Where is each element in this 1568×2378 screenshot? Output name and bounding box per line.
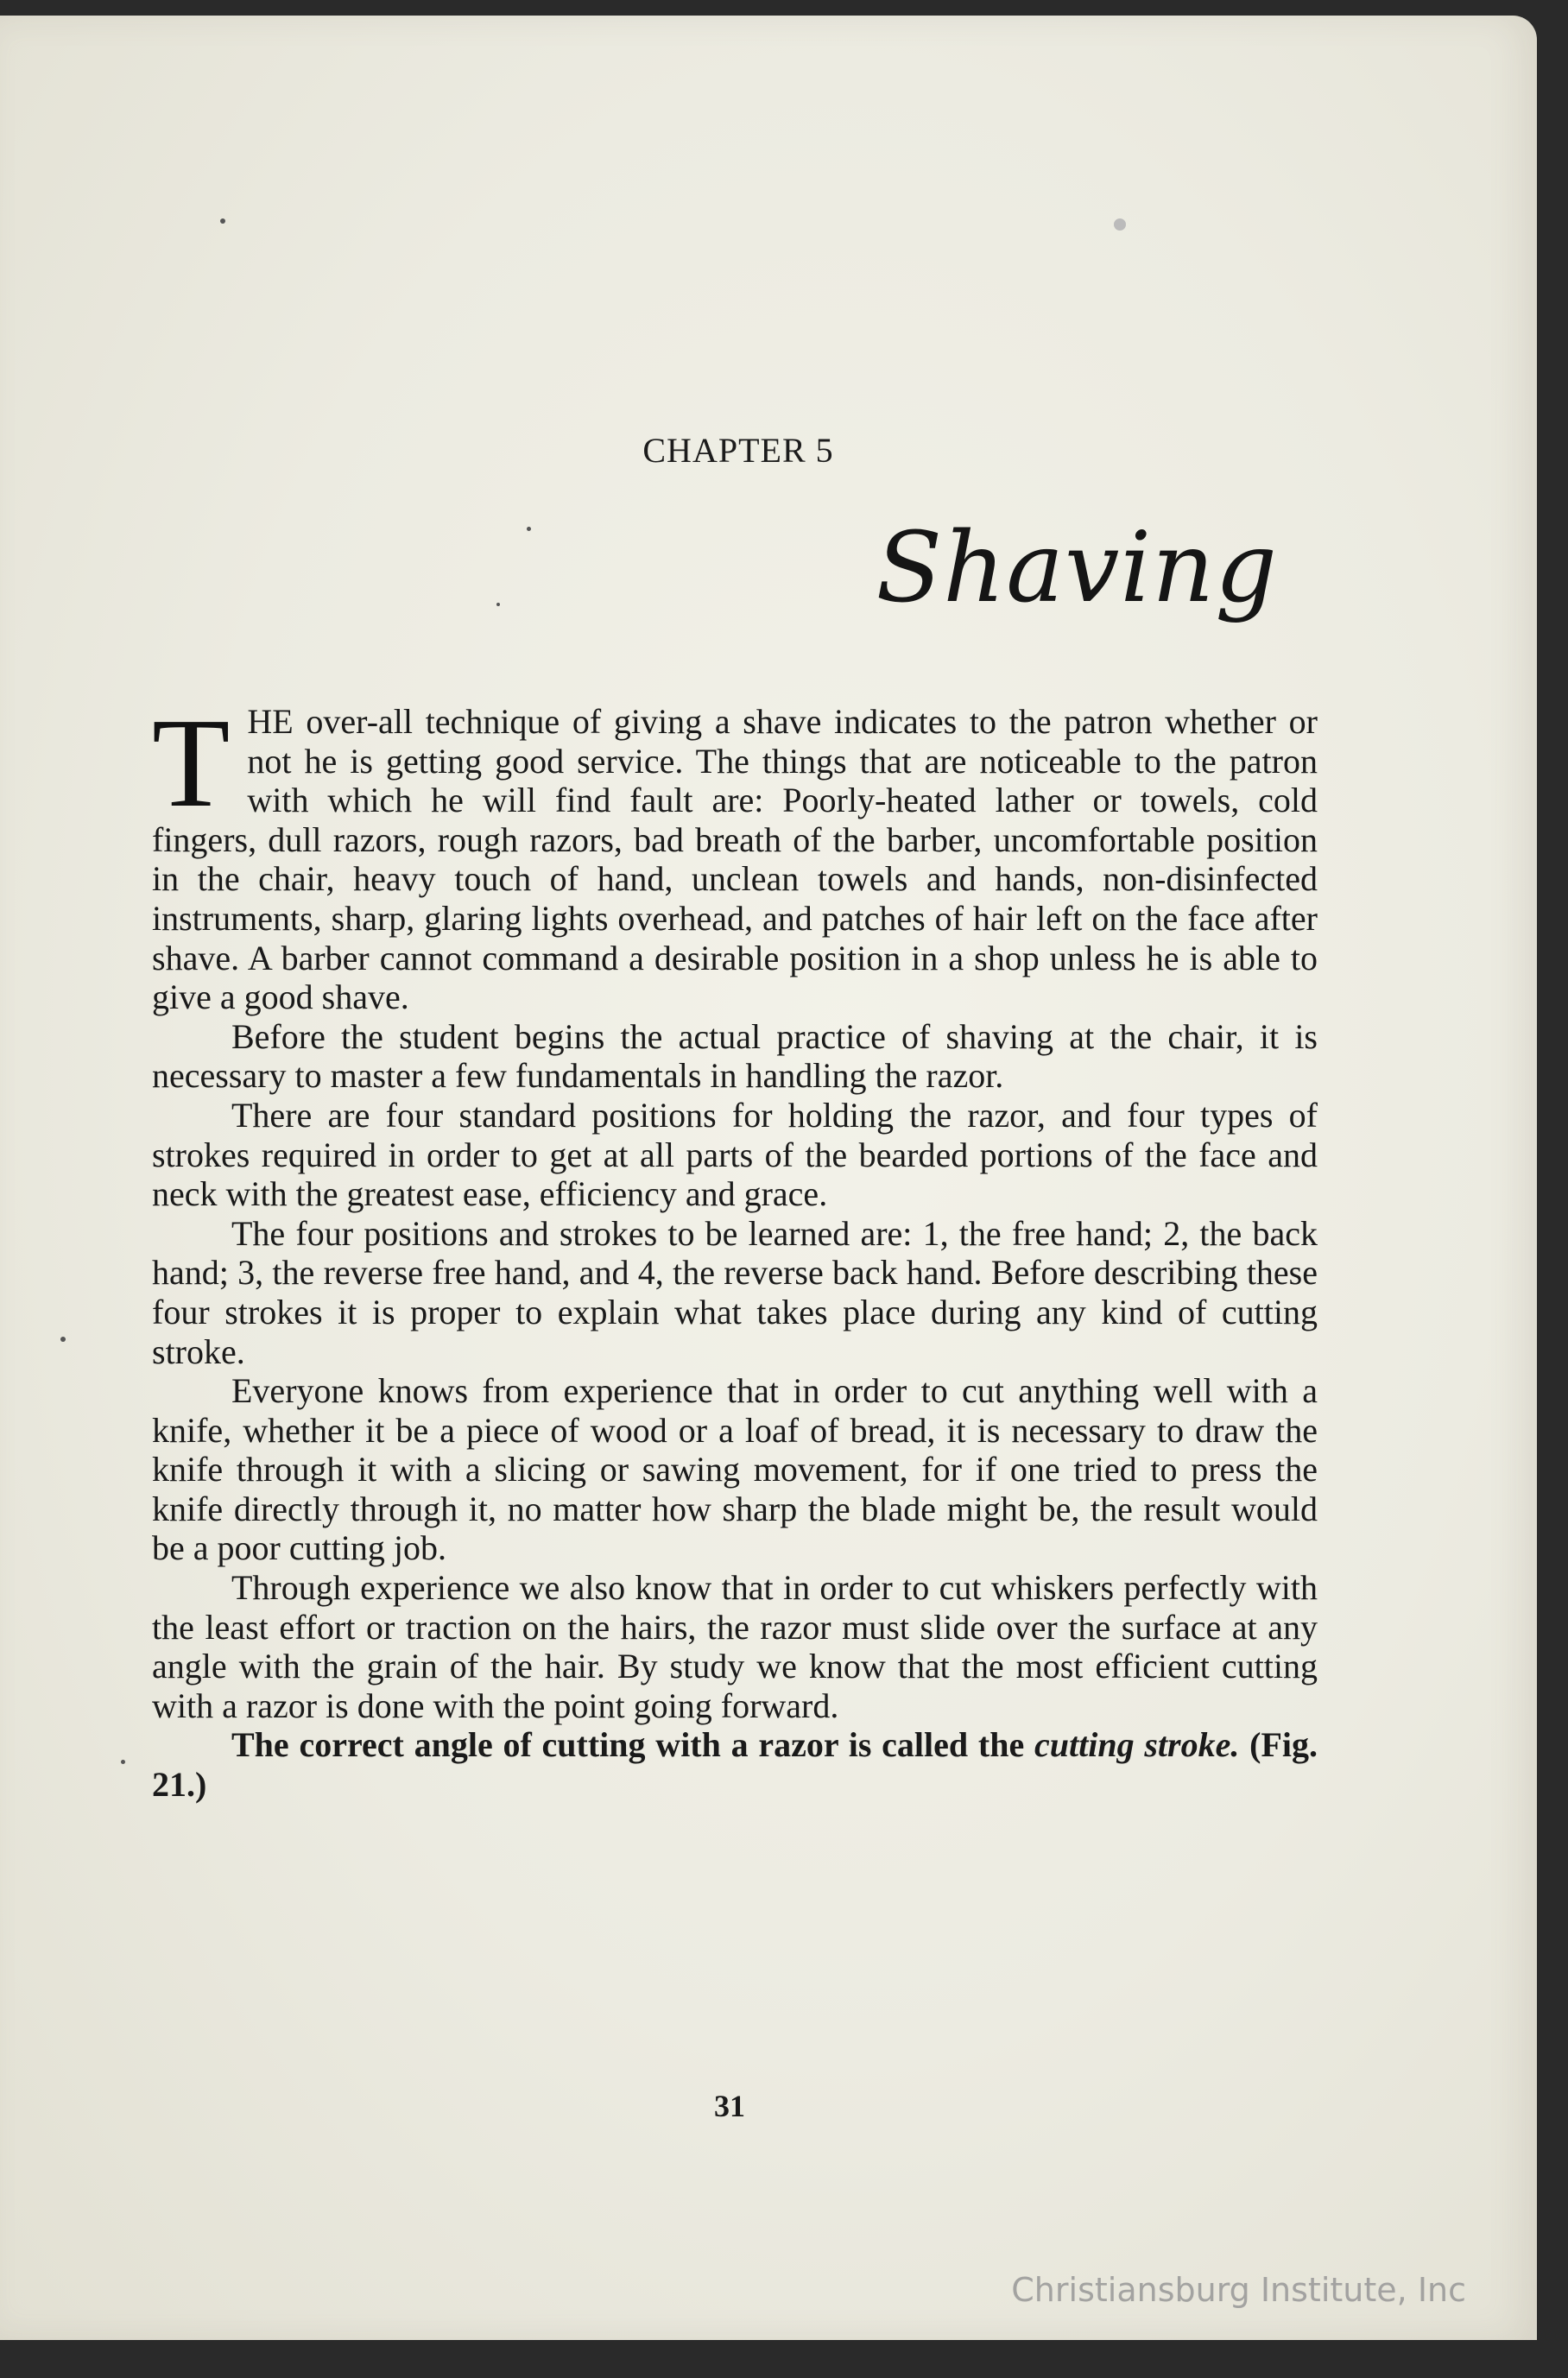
paragraph-3: There are four standard positions for holding the razor, and four types of strokes required in order to get at all parts of the bearded portions of the face and neck with the greatest ease, efficiency and grace.	[152, 1095, 1318, 1214]
paragraph-2: Before the student begins the actual practice of shaving at the chair, it is necessary to master a few fundamentals in handling the razor.	[152, 1016, 1318, 1096]
paper-speck	[121, 1760, 125, 1764]
paragraph-1-text: HE over-all technique of giving a shave indicates to the patron whether or not he is getting good service. The things that are noticeable to the patron with which he will find fault are: Poorly-heated lather or towels, cold fingers, dull razors, rough razors, bad breath of the barber, uncomfortable position in the chair, heavy touch of hand, unclean towels and hands, non-disinfected instruments, sharp, glaring lights overhead, and patches of hair left on the face after shave. A barber cannot command a desirable position in a shop unless he is able to give a good shave.	[152, 702, 1318, 1017]
paragraph-1	[152, 693, 1318, 1017]
paragraph-4: The four positions and strokes to be learned are: 1, the free hand; 2, the back hand; 3, the reverse free hand, and 4, the reverse back hand. Before describing these four strokes it is proper to explain what takes place during any kind of cutting stroke.	[152, 1213, 1318, 1371]
paragraph-7-emphasis: cutting stroke.	[1034, 1725, 1240, 1765]
paragraph-5: Everyone knows from experience that in order to cut anything well with a knife, whether it be a piece of wood or a loaf of bread, it is necessary to draw the knife through it with a slicing or sawing movement, for if one tried to press the knife directly through it, no matter how sharp the blade might be, the result would be a poor cutting job.	[152, 1371, 1318, 1568]
book-page	[0, 16, 1537, 2340]
drop-cap: T	[152, 693, 231, 834]
paragraph-7-lead: The correct angle of cutting with a razor is called the	[231, 1725, 1034, 1765]
chapter-title: Shaving	[876, 512, 1278, 624]
watermark: Christiansburg Institute, Inc	[1011, 2271, 1466, 2309]
paragraph-7-tail: (Fig. 21.)	[152, 1725, 1318, 1805]
paper-speck	[220, 218, 225, 224]
chapter-label: CHAPTER 5	[642, 431, 834, 470]
paragraph-7	[152, 1725, 1318, 1804]
page-number: 31	[714, 2089, 745, 2123]
paper-speck	[527, 527, 531, 531]
paper-speck	[60, 1337, 66, 1342]
paper-speck	[496, 603, 500, 606]
body-text	[152, 693, 1318, 1805]
paragraph-6: Through experience we also know that in order to cut whiskers perfectly with the least effort or traction on the hairs, the razor must slide over the surface at any angle with the grain of the hair. By study we know that the most efficient cutting with a razor is done with the point going forward.	[152, 1568, 1318, 1725]
paper-speck	[1114, 218, 1126, 231]
